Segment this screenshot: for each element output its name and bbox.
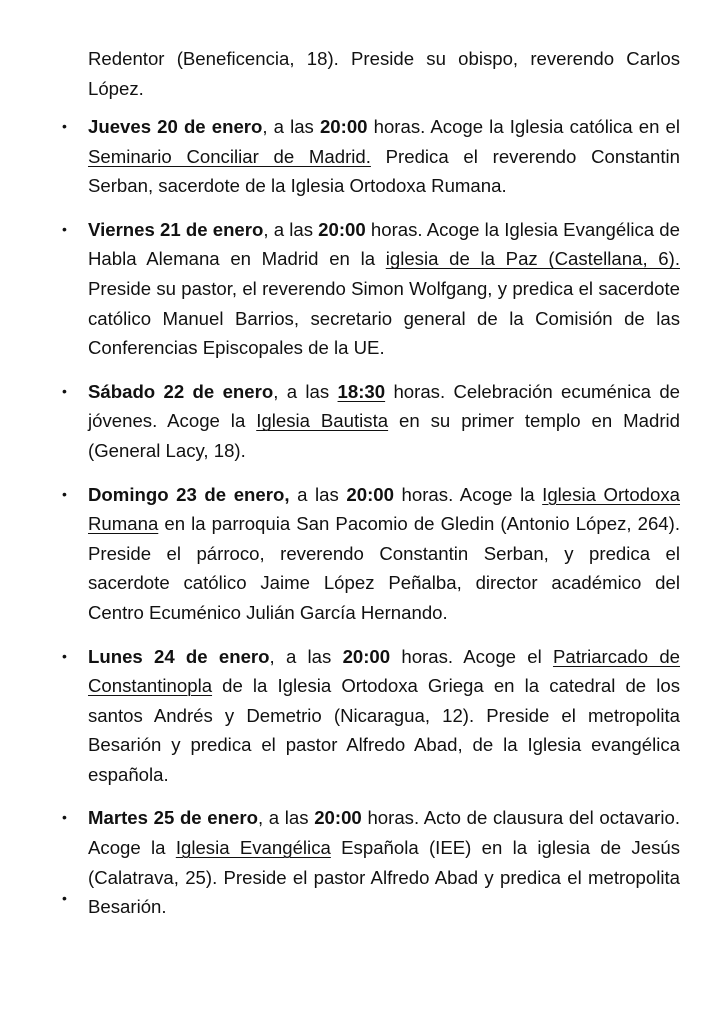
event-text: horas. Acoge la Iglesia Evangélica de Habla Alemana en Madrid en la [88, 218, 680, 270]
event-text: en la parroquia San Pacomio de Gledin (Antonio López, 264). Preside el párroco, reverendo Constantin Serban, y predica el sacerdote católico Jaime López Peñalba, director académico del Centro Ecuménico Julián García Hernando. [88, 513, 680, 623]
bullet-icon: • [62, 382, 67, 399]
event-text: , a las [262, 116, 320, 137]
bullet-icon: • [62, 809, 67, 826]
event-link[interactable]: Iglesia Ortodoxa Rumana [88, 483, 680, 535]
event-link[interactable]: Iglesia Bautista [256, 410, 389, 432]
event-text: horas. Acoge la Iglesia católica en el [367, 116, 680, 137]
event-text: Predica el reverendo Constantin Serban, sacerdote de la Iglesia Ortodoxa Rumana. [88, 145, 680, 197]
event-text: horas. Acoge la [393, 483, 543, 505]
event-time: 18:30 [337, 380, 386, 402]
list-item [0, 215, 680, 363]
event-time: 20:00 [319, 116, 368, 137]
list-item [0, 112, 680, 201]
event-date: Sábado 22 de enero [88, 380, 274, 402]
event-link[interactable]: Iglesia Evangélica [175, 837, 331, 859]
event-text: horas. Acto de clausura del octavario. Acoge la [88, 807, 680, 859]
list-item [0, 480, 680, 628]
intro-paragraph: Redentor (Beneficencia, 18). Preside su obispo, reverendo Carlos López. [88, 48, 680, 99]
event-text: horas. Acoge el [390, 645, 553, 667]
event-time: 20:00 [342, 645, 391, 667]
bullet-icon: • [62, 485, 67, 502]
event-date: Martes 25 de enero [88, 807, 258, 829]
event-text: , a las [263, 218, 319, 240]
event-text: Española (IEE) en la iglesia de Jesús (Calatrava, 25). Preside el pastor Alfredo Abad y predica el metropolita Besarión. [88, 837, 680, 918]
event-time: 20:00 [314, 807, 362, 829]
event-time: 20:00 [346, 483, 394, 505]
bullet-icon: • [62, 118, 67, 134]
event-link[interactable]: iglesia de la Paz (Castellana, 6). [385, 248, 680, 270]
event-text: , a las [269, 645, 343, 667]
event-date: Lunes 24 de enero [88, 645, 270, 667]
event-link[interactable]: Patriarcado de Constantinopla [88, 645, 681, 697]
event-text: , a las [273, 380, 338, 402]
event-list [0, 112, 724, 936]
event-text: a las [289, 483, 347, 505]
event-text: horas. Celebración ecuménica de jóvenes. Acoge la [88, 380, 680, 432]
event-time: 20:00 [318, 218, 366, 240]
event-text: en su primer templo en Madrid (General Lacy, 18). [88, 410, 681, 461]
list-item [0, 642, 680, 790]
event-date: Viernes 21 de enero [88, 218, 264, 240]
event-text: , a las [257, 807, 315, 829]
event-date: Domingo 23 de enero, [88, 483, 290, 505]
empty-bullet-icon: • [62, 890, 67, 906]
event-date: Jueves 20 de enero [88, 116, 263, 137]
bullet-icon: • [62, 220, 67, 237]
event-text: de la Iglesia Ortodoxa Griega en la catedral de los santos Andrés y Demetrio (Nicaragua, 12). Preside el metropolita Besarión y predica el pastor Alfredo Abad, de la Iglesia evangélica española. [88, 675, 680, 785]
list-item [0, 377, 680, 466]
event-text: Preside su pastor, el reverendo Simon Wolfgang, y predica el sacerdote católico Manuel Barrios, secretario general de la Comisión de las Conferencias Episcopales de la UE. [88, 277, 680, 359]
list-item [0, 803, 680, 921]
event-link[interactable]: Seminario Conciliar de Madrid. [88, 145, 371, 167]
bullet-icon: • [62, 647, 67, 664]
